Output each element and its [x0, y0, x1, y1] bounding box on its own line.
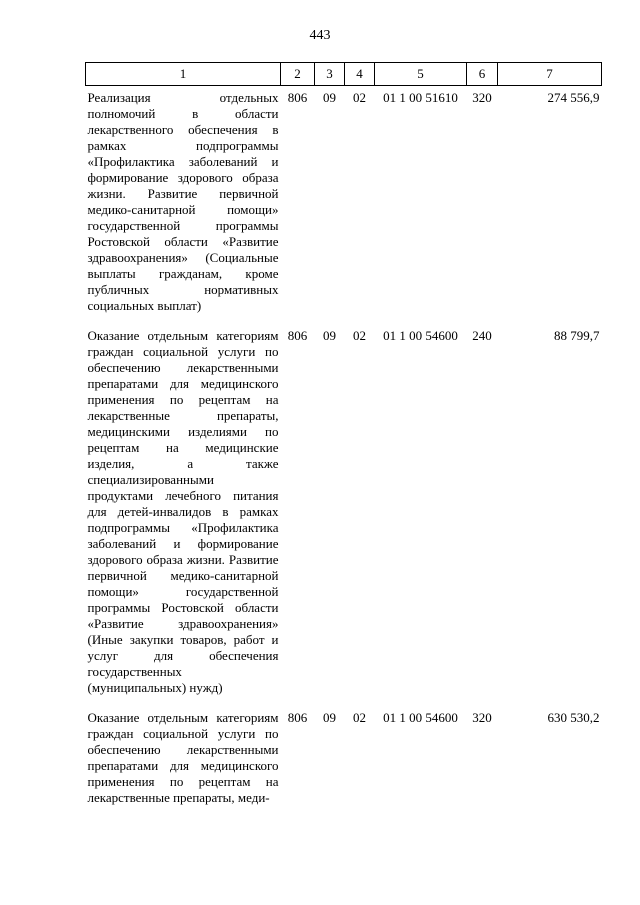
row-description: Реализация отдельных полномочий в области лекарственного обеспечения в рамках подпрограммы «Профилактика заболеваний и формирование здорового образа жизни. Развитие первичной медико-санитарной помощи» государственной программы Ростовской области «Развитие здравоохранения» (Социальные выплаты гражданам, кроме публичных нормативных социальных выплат) — [87, 90, 279, 313]
row-subsection-code: 02 — [353, 710, 366, 725]
row-description: Оказание отдельным категориям граждан социальной услуги по обеспечению лекарственными препаратами для медицинского применения по рецептам на лекарственные препараты, меди- — [87, 710, 279, 805]
header-col-1: 1 — [86, 63, 281, 86]
row-target-article: 01 1 00 54600 — [383, 328, 458, 343]
table-header — [86, 63, 602, 86]
row-expense-type: 320 — [472, 710, 492, 725]
header-col-5: 5 — [375, 63, 467, 86]
row-amount: 274 556,9 — [547, 90, 600, 105]
row-subsection-code: 02 — [353, 328, 366, 343]
header-col-3: 3 — [315, 63, 345, 86]
row-expense-type: 320 — [472, 90, 492, 105]
row-target-article: 01 1 00 54600 — [383, 710, 458, 725]
row-description: Оказание отдельным категориям граждан социальной услуги по обеспечению лекарственными препаратами для медицинского применения по рецептам на лекарственные препараты, медицинскими изделиями по рецептам на медицинские изделия, а также специализированными продуктами лечебного питания для детей-инвалидов в рамках подпрограммы «Профилактика заболеваний и формирование здорового образа жизни. Развитие первичной медико-санитарной помощи» государственной программы Ростовской области «Развитие здравоохранения» (Иные закупки товаров, работ и услуг для обеспечения государственных (муниципальных) нужд) — [87, 328, 279, 695]
header-col-2: 2 — [281, 63, 315, 86]
row-target-article: 01 1 00 51610 — [383, 90, 458, 105]
row-amount: 88 799,7 — [554, 328, 600, 343]
row-expense-type: 240 — [472, 328, 492, 343]
row-section-code: 09 — [323, 328, 336, 343]
page-number: 443 — [309, 28, 331, 43]
row-amount: 630 530,2 — [547, 710, 600, 725]
row-ministry-code: 806 — [287, 90, 308, 105]
header-row — [86, 63, 602, 86]
row-subsection-code: 02 — [353, 90, 366, 105]
budget-table — [85, 62, 602, 817]
header-col-6: 6 — [467, 63, 498, 86]
table-row — [86, 707, 602, 817]
row-section-code: 09 — [323, 710, 336, 725]
header-col-7: 7 — [498, 63, 602, 86]
row-ministry-code: 806 — [287, 710, 308, 725]
row-section-code: 09 — [323, 90, 336, 105]
table-row — [86, 325, 602, 707]
header-col-4: 4 — [345, 63, 375, 86]
table-body — [86, 86, 602, 818]
row-ministry-code: 806 — [287, 328, 308, 343]
table-row — [86, 86, 602, 326]
